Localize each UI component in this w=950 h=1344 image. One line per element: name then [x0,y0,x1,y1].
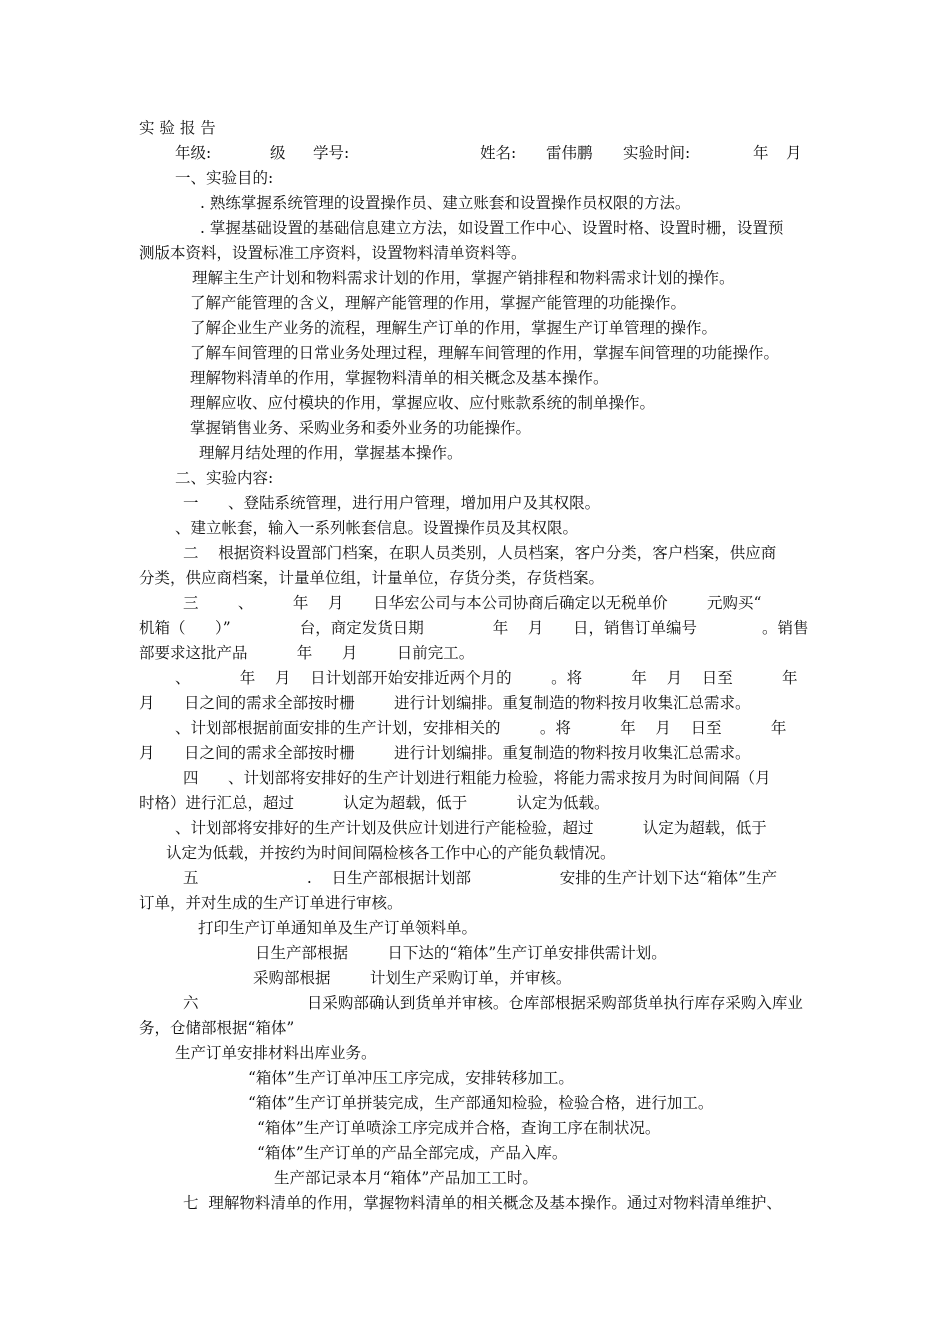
content-line: 月 日之间的需求全部按时栅 进行计划编排。重复制造的物料按月收集汇总需求。 [139,694,751,712]
objective-item: . 熟练掌握系统管理的设置操作员、建立账套和设置操作员权限的方法。 [200,194,691,212]
objective-item: 了解企业生产业务的流程，理解生产订单的作用，掌握生产订单管理的操作。 [190,319,718,337]
objective-item: 理解物料清单的作用，掌握物料清单的相关概念及基本操作。 [190,369,609,387]
content-line: 七 理解物料清单的作用，掌握物料清单的相关概念及基本操作。通过对物料清单维护、 [183,1194,782,1212]
content-line: 分类，供应商档案，计量单位组，计量单位，存货分类，存货档案。 [139,569,605,587]
content-line: 四 、计划部将安排好的生产计划进行粗能力检验，将能力需求按月为时间间隔（月 [183,769,771,787]
content-line: 、计划部将安排好的生产计划及供应计划进行产能检验，超过 认定为超载，低于 [175,819,767,837]
objective-item: 理解月结处理的作用，掌握基本操作。 [199,444,463,462]
objective-item: . 掌握基础设置的基础信息建立方法，如设置工作中心、设置时格、设置时栅，设置预 [200,219,784,237]
content-line: 、建立帐套，输入一系列帐套信息。设置操作员及其权限。 [175,519,579,537]
content-line: 机箱（ ）” 台，商定发货日期 年 月 日，销售订单编号 [139,619,697,637]
objective-item: 测版本资料，设置标准工序资料，设置物料清单资料等。 [139,244,527,262]
objective-item: 了解车间管理的日常业务处理过程，理解车间管理的作用，掌握车间管理的功能操作。 [190,344,780,362]
content-line: 生产订单安排材料出库业务。 [175,1044,377,1062]
content-line: 月 日之间的需求全部按时栅 进行计划编排。重复制造的物料按月收集汇总需求。 [139,744,751,762]
section2-heading: 二、实验内容: [175,469,274,487]
objective-item: 掌握销售业务、采购业务和委外业务的功能操作。 [190,419,532,437]
time-year: 年 [753,144,769,162]
content-line: “箱体”生产订单冲压工序完成，安排转移加工。 [248,1069,574,1087]
content-line: 订单，并对生成的生产订单进行审核。 [139,894,403,912]
grade-suffix: 级 [270,144,286,162]
content-line: 部要求这批产品 年 月 日前完工。 [139,644,475,662]
content-line: 生产部记录本月“箱体”产品加工工时。 [274,1169,538,1187]
content-line: 认定为低载，并按约为时间间隔检核各工作中心的产能负载情况。 [166,844,616,862]
content-line: 日生产部根据 日下达的“箱体”生产订单安排供需计划。 [255,944,667,962]
content-line: “箱体”生产订单喷涂工序完成并合格，查询工序在制状况。 [257,1119,661,1137]
content-line: 、 年 月 日计划部开始安排近两个月的 。将 年 月 日至 年 [175,669,798,687]
content-line: 务，仓储部根据“箱体” [139,1019,295,1037]
content-line: “箱体”生产订单的产品全部完成，产品入库。 [257,1144,568,1162]
section1-heading: 一、实验目的: [175,169,274,187]
content-line: 打印生产订单通知单及生产订单领料单。 [198,919,478,937]
grade-label: 年级: [175,144,212,162]
name-label: 姓名: [480,144,517,162]
content-line: 三 、 年 月 日华宏公司与本公司协商后确定以无税单价 元购买“ [183,594,762,612]
report-title: 实 验 报 告 [139,119,216,137]
objective-item: 理解主生产计划和物料需求计划的作用，掌握产销排程和物料需求计划的操作。 [192,269,735,287]
content-line: 采购部根据 计划生产采购订单，并审核。 [253,969,572,987]
content-line: 五 . 日生产部根据计划部 安排的生产计划下达“箱体”生产 [183,869,778,887]
content-line: 二 根据资料设置部门档案，在职人员类别，人员档案，客户分类，客户档案，供应商 [183,544,777,562]
content-line: 、计划部根据前面安排的生产计划，安排相关的 。将 年 月 日至 年 [175,719,787,737]
objective-item: 了解产能管理的含义，理解产能管理的作用，掌握产能管理的功能操作。 [190,294,687,312]
content-line: “箱体”生产订单拼装完成，生产部通知检验，检验合格，进行加工。 [248,1094,714,1112]
objective-item: 理解应收、应付模块的作用，掌握应收、应付账款系统的制单操作。 [190,394,656,412]
student-id-label: 学号: [313,144,350,162]
name-value: 雷伟鹏 [546,144,593,162]
content-line: 一 、登陆系统管理，进行用户管理，增加用户及其权限。 [183,494,601,512]
content-line: 六 日采购部确认到货单并审核。仓库部根据采购部货单执行库存采购入库业 [183,994,803,1012]
time-label: 实验时间: [623,144,691,162]
content-line: 。销售 [762,619,809,637]
content-line: 时格）进行汇总，超过 认定为超载，低于 认定为低载。 [139,794,610,812]
time-month: 月 [786,144,802,162]
